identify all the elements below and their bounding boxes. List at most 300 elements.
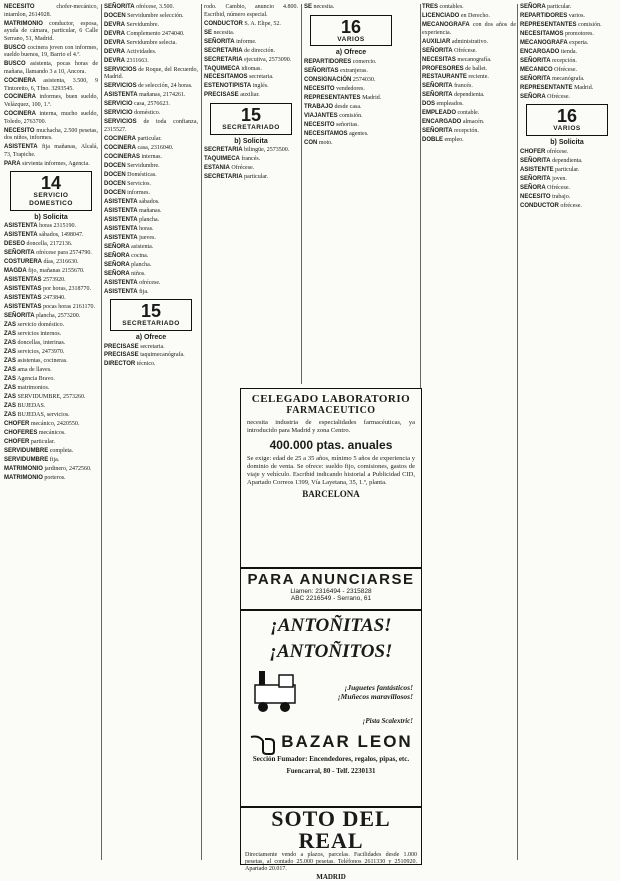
ad-text: inglés. — [252, 83, 269, 90]
classified-ad — [520, 22, 614, 30]
ad-text: 2574030. — [352, 76, 376, 83]
ad-text: auxiliar. — [240, 92, 260, 99]
ad-keyword: ESTENOTIPISTA — [204, 83, 252, 90]
ad-keyword: SEÑORITA — [422, 83, 453, 90]
classifieds-column-1 — [4, 4, 98, 862]
classified-ad — [204, 21, 298, 29]
ad-text: Madrid. — [362, 94, 382, 101]
ad-text: días, 2316630. — [43, 259, 79, 266]
ad-text: de Roque, del Recuerdo, Madrid. — [104, 66, 199, 81]
ad-keyword: SEÑORITA — [520, 75, 551, 82]
classified-ad — [422, 101, 516, 109]
classified-ad — [4, 45, 98, 60]
section-number: 16 — [556, 106, 578, 127]
ad-keyword: SEÑORITAS — [304, 67, 339, 74]
ad-text: particular. — [244, 174, 269, 181]
ad-keyword: ZAS — [4, 330, 16, 337]
ad-keyword: COSTURERA — [4, 259, 43, 266]
classified-ad — [104, 119, 198, 134]
ad-keyword: SERVIDUMBRE — [4, 447, 49, 454]
classified-ad — [104, 271, 198, 279]
classified-ad — [104, 208, 198, 216]
classified-ad — [520, 176, 614, 184]
ad-text: sábados. — [139, 198, 160, 205]
ad-text: S. A. Elipe, 52. — [244, 20, 281, 27]
ad-text: particular. — [30, 438, 55, 445]
classified-ad — [104, 92, 198, 100]
ad-text: varios. — [568, 12, 585, 19]
ad-text: asistenta. — [131, 243, 154, 250]
ad-text: interna, mucho sueldo, Toledo, 2763700. — [4, 111, 99, 125]
ad-text: empleados. — [436, 101, 464, 108]
classified-ad — [520, 49, 614, 57]
ad-text: pocas horas 2161170. — [43, 304, 95, 311]
classified-ad — [304, 140, 398, 148]
ad-text: 2311663. — [126, 57, 149, 64]
ad-text: completa. — [49, 447, 74, 454]
classified-ad — [4, 78, 98, 93]
ad-keyword: TAQUIMECA — [204, 156, 240, 163]
ad-text: vendedores. — [336, 85, 365, 92]
ad-text: servicios internos. — [17, 330, 62, 337]
classified-ad — [422, 39, 516, 47]
ad-keyword: SERVICIOS — [104, 119, 137, 126]
ad-text: ofrécese para 2574790. — [36, 250, 92, 257]
ad-text: almacén. — [462, 119, 485, 126]
ad-text: internas. — [141, 153, 163, 160]
classifieds-column-6 — [520, 4, 614, 862]
ad-text: fija. — [49, 456, 60, 463]
classified-ad — [104, 262, 198, 270]
classified-ad — [422, 128, 516, 136]
classified-ad — [204, 83, 298, 91]
classified-ad — [520, 94, 614, 102]
ad-text: bilingüe, 2573500. — [244, 147, 290, 154]
ad-text: jardinero, 2472560. — [44, 465, 92, 472]
ad-text: rodo. Cambio, anuncio 4.800. Escribid, número especial. — [204, 4, 298, 18]
ad-keyword: ASISTENTA — [4, 144, 38, 151]
ad-keyword: REPRESENTANTE — [520, 84, 573, 91]
ad-keyword: SECRETARIA — [204, 147, 243, 154]
classified-ad — [4, 367, 98, 375]
ad-text: necesita. — [313, 4, 335, 10]
ad-text: mañanas, 2174261. — [139, 92, 186, 99]
ad-keyword: TRES — [422, 4, 439, 10]
classified-ad — [104, 163, 198, 171]
ad-keyword: NECESITO — [304, 121, 335, 128]
section-number: 15 — [140, 301, 162, 322]
ad-text: informes. — [127, 189, 150, 196]
ad-keyword: ZAS — [4, 348, 16, 355]
classified-ad — [422, 22, 516, 37]
ad-keyword: PRECISASE — [104, 343, 139, 350]
classified-ad — [104, 244, 198, 252]
column-rule — [301, 4, 302, 384]
ad-text: Complemento 2474040. — [126, 30, 185, 37]
ad-text: francés. — [454, 83, 473, 90]
soto-del-real-ad — [240, 806, 422, 881]
ad-keyword: ASISTENTE — [520, 166, 554, 173]
classified-ad — [520, 85, 614, 93]
ad-keyword: ASISTENTA — [104, 92, 138, 99]
bazar-tagline-1: ¡Juguetes fantásticos! — [344, 683, 413, 692]
ad-keyword: COCINERA — [4, 111, 37, 118]
ad-text: asistenta, 3.500, 9 Tintoretto, 6, Tfno. 3293545. — [4, 77, 98, 92]
ad-keyword: CON — [304, 139, 318, 146]
ad-keyword: SERVIDUMBRE — [4, 456, 49, 463]
ad-keyword: SECRETARIA — [204, 174, 243, 181]
ad-keyword: DEVRA — [104, 30, 126, 37]
classified-ad — [104, 40, 198, 48]
ad-text: Domésticas. — [127, 171, 157, 178]
ad-keyword: ASISTENTA — [4, 232, 38, 239]
bazar-address: Fuencarral, 80 - Telf. 2230131 — [286, 767, 376, 775]
classified-ad — [422, 57, 516, 65]
ad-keyword: ASISTENTA — [104, 216, 138, 223]
classified-ad — [104, 154, 198, 162]
ad-keyword: MECANICO — [520, 66, 553, 73]
ad-text: joven. — [552, 175, 567, 182]
ad-text: con dos años de experiencia. — [422, 21, 516, 36]
ad-keyword: DOCEN — [104, 180, 126, 187]
classified-ad — [520, 185, 614, 193]
classified-ad — [104, 13, 198, 21]
ad-text: agentes. — [349, 130, 369, 137]
classified-ad — [304, 95, 398, 103]
section-subheading: b) Solicita — [34, 213, 68, 221]
classified-ad — [4, 21, 98, 44]
classified-ad — [104, 344, 198, 352]
advertise-heading: PARA ANUNCIARSE — [247, 571, 415, 588]
ad-keyword: DOBLE — [422, 137, 443, 144]
ad-keyword: ASISTENTA — [104, 288, 138, 295]
classified-ad — [4, 161, 98, 169]
classified-ad — [4, 94, 98, 109]
ad-keyword: ZAS — [4, 384, 16, 391]
section-subheading: a) Ofrece — [135, 333, 167, 341]
ad-text: horas. — [139, 225, 154, 232]
ad-keyword: ZAS — [4, 357, 16, 364]
ad-keyword: SEÑORA — [104, 243, 130, 250]
ad-keyword: SEÑORITA — [204, 38, 235, 45]
ad-keyword: DOCEN — [104, 12, 126, 19]
classified-ad — [422, 110, 516, 118]
classified-ad — [520, 194, 614, 202]
ad-text: administrativo. — [451, 38, 489, 45]
ad-keyword: ZAS — [4, 375, 16, 382]
classified-ad — [422, 119, 516, 127]
soto-heading: SOTO DEL REAL — [271, 806, 391, 853]
section-subheading: b) Solicita — [550, 139, 584, 147]
ad-keyword: ASISTENTAS — [4, 277, 42, 284]
ad-keyword: CONDUCTOR — [204, 20, 243, 27]
classified-ad — [104, 190, 198, 198]
ad-keyword: SEÑORITA — [4, 250, 35, 257]
classified-ad — [304, 113, 398, 121]
classified-ad — [104, 22, 198, 30]
advertise-address: ABC 2216549 - Serrano, 61 — [290, 595, 372, 602]
ad-keyword: TAQUIMECA — [204, 65, 240, 72]
classifieds-column-3 — [204, 4, 298, 384]
ad-text: francés. — [241, 156, 261, 163]
classified-ad — [4, 394, 98, 402]
ad-text: mecánico, 2420550. — [30, 420, 80, 427]
classified-ad — [422, 92, 516, 100]
classified-ad — [422, 137, 516, 145]
ad-keyword: SEÑORITA — [4, 313, 35, 320]
ad-text: informe. — [236, 38, 257, 45]
classified-ad — [4, 232, 98, 240]
ad-keyword: SE — [304, 4, 313, 10]
classified-ad — [204, 92, 298, 100]
section-number: 16 — [340, 16, 362, 37]
classifieds-column-2 — [104, 4, 198, 862]
ad-text: Agencia Bravo. — [17, 375, 55, 382]
classified-ad — [520, 149, 614, 157]
ad-text: contables. — [439, 4, 464, 10]
ad-keyword: DOCEN — [104, 189, 126, 196]
bazar-heading-2: ¡ANTOÑITOS! — [269, 641, 393, 662]
ad-text: recepción. — [552, 57, 577, 64]
ad-keyword: ESTANIA — [204, 165, 230, 172]
ad-text: Ofrécese. — [454, 47, 477, 54]
classified-ad — [4, 403, 98, 411]
ad-text: mecanografía. — [457, 56, 492, 63]
classified-ad — [4, 466, 98, 474]
ad-keyword: VIAJANTES — [304, 112, 338, 119]
classified-ad — [104, 217, 198, 225]
ad-text: Servidumbre. — [126, 21, 160, 28]
classified-ad — [520, 167, 614, 175]
classified-ad — [520, 40, 614, 48]
lab-ad-salary: 400.000 ptas. anuales — [269, 438, 393, 452]
classified-ad — [104, 83, 198, 91]
ad-keyword: ASISTENTAS — [4, 286, 42, 293]
ad-keyword: ENCARGADO — [520, 48, 560, 55]
pipe-icon — [249, 729, 275, 755]
classified-ad — [104, 199, 198, 207]
ad-keyword: TRABAJO — [304, 103, 334, 110]
classified-ad — [204, 4, 298, 19]
classified-ad — [104, 101, 198, 109]
ad-text: ofrécese, 3.500. — [136, 4, 175, 10]
ad-text: informes, buen sueldo, Velázquez, 100, 1.º. — [4, 94, 99, 109]
ad-text: de ballet. — [465, 65, 488, 72]
ad-keyword: NECESITAS — [422, 56, 456, 63]
ad-text: ofrécese. — [546, 148, 569, 155]
ad-keyword: ASISTENTAS — [4, 295, 42, 302]
ad-keyword: PARA — [4, 160, 21, 167]
ad-text: 2573920. — [43, 277, 66, 284]
classified-ad — [104, 352, 198, 360]
classified-ad — [4, 331, 98, 339]
ad-keyword: DEVRA — [104, 21, 126, 28]
ad-keyword: ASISTENTA — [104, 279, 138, 286]
classified-ad — [422, 66, 516, 74]
classified-ad — [4, 144, 98, 159]
ad-keyword: NECESITAMOS — [304, 130, 348, 137]
ad-text: Ofrécese. — [547, 93, 570, 100]
ad-text: porteros. — [44, 474, 66, 481]
classified-ad — [520, 158, 614, 166]
ad-keyword: BUSCO — [4, 44, 26, 51]
ad-text: de dirección. — [244, 47, 276, 54]
classified-ad — [104, 58, 198, 66]
ad-text: Actividades. — [126, 48, 157, 55]
ad-keyword: ZAS — [4, 366, 16, 373]
classified-ad — [4, 385, 98, 393]
ad-text: plancha, 2573200. — [36, 313, 81, 320]
ad-text: asistenta, pocas horas de mañana, llamando 3 a 10, Ancora. — [4, 61, 99, 75]
ad-text: Madrid. — [574, 84, 594, 91]
bazar-leon-ad — [240, 610, 422, 807]
ad-keyword: CHOFER — [520, 148, 546, 155]
ad-text: plancha. — [139, 216, 160, 223]
ad-keyword: DOS — [422, 101, 436, 108]
ad-text: mecanógrafa. — [552, 75, 585, 82]
ad-text: horas 2315190. — [39, 223, 77, 230]
classified-ad — [104, 289, 198, 297]
ad-keyword: ZAS — [4, 339, 16, 346]
ad-text: matrimonios. — [17, 384, 50, 391]
ad-text: niños. — [131, 270, 146, 277]
ad-text: de toda confianza, 2315527. — [104, 119, 199, 133]
classified-ad — [104, 49, 198, 57]
section-subheading: b) Solicita — [234, 137, 268, 145]
ad-text: cocina. — [131, 252, 149, 259]
ad-text: SERVIDUMBRE, 2573260. — [17, 393, 86, 400]
ad-keyword: NECESITAMOS — [204, 74, 248, 81]
ad-keyword: NECESITAMOS — [520, 30, 564, 37]
classified-ad — [422, 4, 516, 12]
ad-text: BUJEDAS. — [17, 402, 46, 409]
ad-text: de selección, 24 horas. — [138, 83, 193, 90]
bazar-name: BAZAR LEON — [281, 732, 413, 751]
ad-text: extranjeras. — [340, 67, 368, 74]
column-rule — [517, 4, 518, 860]
ad-keyword: COCINERA — [4, 77, 37, 84]
ad-text: secretaria. — [249, 74, 274, 81]
section-title: SECRETARIADO — [222, 124, 280, 132]
ad-text: BUJEDAS, servicios. — [17, 411, 70, 418]
classified-ad — [520, 31, 614, 39]
bazar-description: Sección Fumador: Encendedores, regalos, pipas, etc. — [252, 755, 410, 763]
ad-keyword: BUSCO — [4, 61, 26, 68]
classified-ad — [304, 104, 398, 112]
ad-keyword: DEVRA — [104, 39, 126, 46]
classified-ad — [4, 475, 98, 483]
ad-keyword: MATRIMONIO — [4, 20, 43, 27]
ad-text: doncellas, interinas. — [17, 339, 66, 346]
ad-text: Servicios. — [127, 180, 152, 187]
classified-ad — [4, 322, 98, 330]
classified-ad — [520, 13, 614, 21]
ad-text: particular. — [547, 4, 572, 10]
ad-keyword: SEÑORA — [104, 261, 130, 268]
ad-text: tienda. — [560, 48, 578, 55]
classified-ad — [422, 74, 516, 82]
ad-text: servicios, 2473970. — [17, 348, 65, 355]
classified-ad — [520, 4, 614, 12]
section-number: 15 — [240, 105, 262, 126]
ad-text: Servidumbre. — [127, 162, 160, 169]
classified-ad — [104, 226, 198, 234]
ad-text: ama de llaves. — [17, 366, 52, 373]
ad-keyword: SECRETARIA — [204, 47, 243, 54]
ad-keyword: LICENCIADO — [422, 12, 460, 19]
ad-keyword: EMPLEADO — [422, 110, 457, 117]
classified-ad — [4, 349, 98, 357]
ad-keyword: PRECISASE — [104, 352, 139, 359]
ad-text: desde casa. — [334, 103, 362, 110]
ad-text: ejecutiva, 2573090. — [244, 56, 292, 63]
ad-text: Ofrécese. — [231, 165, 255, 172]
ad-keyword: SEÑORA — [520, 93, 546, 100]
ad-text: idiomas. — [241, 65, 262, 72]
ad-keyword: DOCEN — [104, 171, 126, 178]
ad-keyword: AUXILIAR — [422, 38, 451, 45]
section-number: 14 — [40, 173, 62, 194]
ad-keyword: MECANOGRAFA — [520, 39, 568, 46]
ad-text: Ofrécese. — [554, 66, 577, 73]
ad-text: moto. — [318, 139, 333, 146]
ad-text: comercio. — [352, 58, 377, 65]
laboratory-delegate-ad — [240, 388, 422, 568]
ad-text: particular. — [555, 166, 580, 173]
ad-text: chofer-mecánico, intarnlon, 2614928. — [4, 4, 98, 18]
classified-ad — [304, 122, 398, 130]
ad-keyword: CHOFERES — [4, 429, 38, 436]
ad-keyword: NECESITO — [4, 127, 35, 134]
ad-text: secretaria. — [140, 343, 165, 350]
classified-ad — [4, 241, 98, 249]
ad-text: ofrécese. — [139, 279, 161, 286]
classified-ad — [4, 412, 98, 420]
section-header — [10, 171, 92, 210]
classified-ad — [304, 86, 398, 94]
classified-ad — [4, 286, 98, 294]
bazar-heading-1: ¡ANTOÑITAS! — [270, 615, 392, 636]
ad-text: contable. — [457, 110, 480, 117]
ad-keyword: DOCEN — [104, 162, 126, 169]
ad-text: jueves. — [139, 234, 156, 241]
ad-keyword: RESTAURANTE — [422, 74, 467, 81]
classified-ad — [520, 203, 614, 211]
ad-text: taquimecanógrafa. — [140, 352, 185, 359]
classified-ad — [204, 39, 298, 47]
classified-ad — [304, 68, 398, 76]
column-rule — [201, 4, 202, 860]
ad-text: plancha. — [131, 261, 152, 268]
ad-keyword: SEÑORITA — [104, 4, 135, 10]
advertise-here-ad — [240, 568, 422, 610]
soto-text: Directamente vendo a plazos, parcelas. Facilidades desde 1.000 pesetas, al contado 25.000 pesetas. Teléfonos 2611330 y 2510920. Apartado 20.017. — [245, 852, 417, 872]
ad-keyword: SERVICIOS — [104, 83, 137, 90]
classified-ad — [104, 67, 198, 82]
classified-ad — [4, 4, 98, 19]
ad-text: cocinera joven con informes, sueldo buenos, 19, Barrio el 4.º. — [4, 44, 98, 59]
ad-keyword: SEÑORA — [520, 184, 546, 191]
classified-ad — [304, 77, 398, 85]
ad-keyword: REPARTIDORES — [304, 58, 352, 65]
ad-text: dependienta. — [552, 157, 583, 164]
ad-text: sirvienta informes, Agencia. — [22, 160, 90, 167]
ad-keyword: REPRESENTANTES — [520, 21, 577, 28]
ad-text: ofrécese. — [560, 202, 582, 209]
section-title: VARIOS — [553, 125, 581, 133]
ad-text: Servidumbre selección. — [127, 12, 184, 19]
classified-ad — [4, 457, 98, 465]
